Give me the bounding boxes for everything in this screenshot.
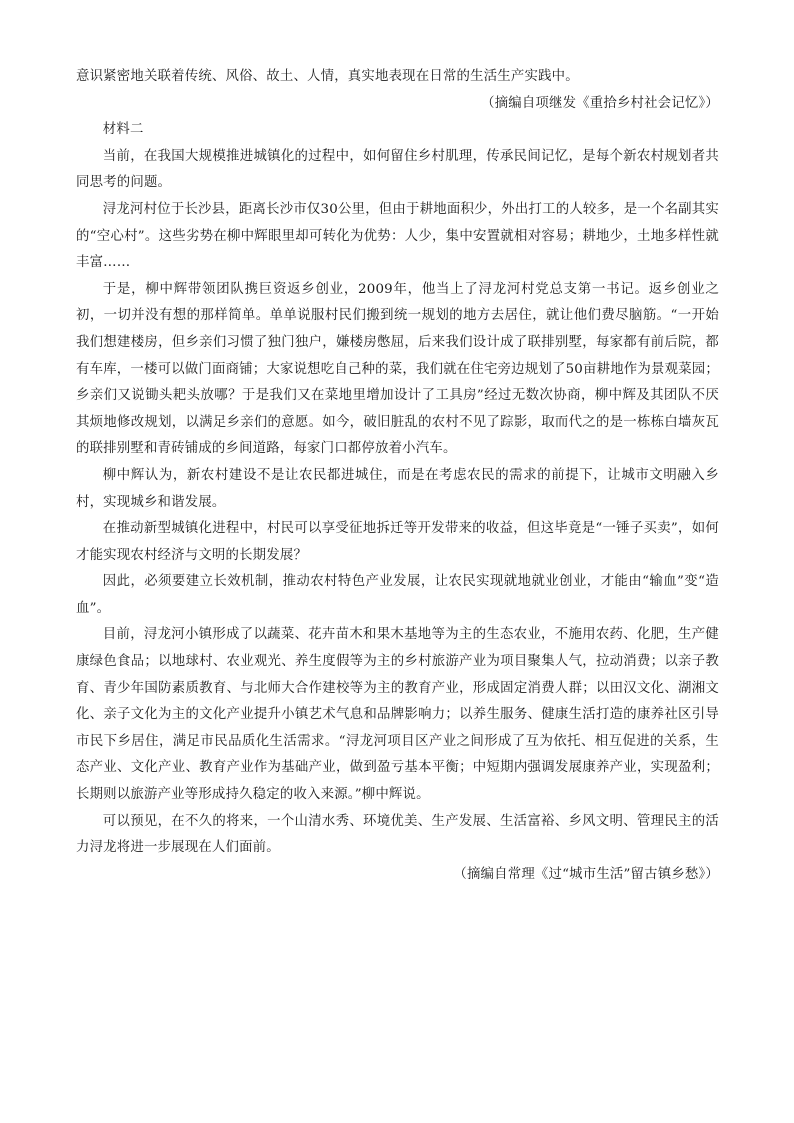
material-heading: 材料二 xyxy=(102,122,144,138)
source-citation-1: （摘编自项继发《重拾乡村社会记忆》） xyxy=(481,95,719,111)
paragraph-future: 可以预见，在不久的将来，一个山清水秀、环境优美、生产发展、生活富裕、乡风文明、管理民主的活力浔龙将进一步展现在人们面前。 xyxy=(76,813,719,856)
paragraph-industries: 目前，浔龙河小镇形成了以蔬菜、花卉苗木和果木基地等为主的生态农业，不施用农药、化肥，生产健康绿色食品；以地球村、农业观光、养生度假等为主的乡村旅游产业为项目聚集人气，拉动消费；以亲子教育、青少年国防素质教育、与北师大合作建校等为主的教育产业，形成固定消费人群；以田汉文化、湖湘文化、亲子文化为主的文化产业提升小镇艺术气息和品牌影响力；以养生服务、健康生活打造的康养社区引导市民下乡居住，满足市民品质化生活需求。“浔龙河项目区产业之间形成了互为依托、相互促进的关系，生态产业、文化产业、教育产业作为基础产业，做到盈亏基本平衡；中短期内强调发展康养产业，实现盈利；长期则以旅游产业等形成持久稳定的收入来源。”柳中辉说。 xyxy=(76,627,719,803)
paragraph-village: 浔龙河村位于长沙县，距离长沙市仅30公里，但由于耕地面积少，外出打工的人较多，是一个名副其实的“空心村”。这些劣势在柳中辉眼里却可转化为优势：人少，集中安置就相对容易；耕地少，土地多样性就丰富…… xyxy=(76,201,719,271)
paragraph-question: 在推动新型城镇化进程中，村民可以享受征地拆迁等开发带来的收益，但这毕竟是“一锤子买卖”，如何才能实现农村经济与文明的长期发展？ xyxy=(76,521,719,563)
paragraph-continuation: 意识紧密地关联着传统、风俗、故土、人情，真实地表现在日常的生活生产实践中。 xyxy=(76,69,579,84)
document-page xyxy=(76,64,719,888)
source-citation-2: （摘编自常理《过“城市生活”留古镇乡愁》） xyxy=(453,866,719,882)
paragraph-return-home: 于是，柳中辉带领团队携巨资返乡创业，2009年，他当上了浔龙河村党总支第一书记。返乡创业之初，一切并没有想的那样简单。单单说服村民们搬到统一规划的地方去居住，就让他们费尽脑筋。“一开始我们想建楼房，但乡亲们习惯了独门独户，嫌楼房憋屈，后来我们设计成了联排别墅，每家都有前后院，都有车库，一楼可以做门面商铺；大家说想吃自己种的菜，我们就在住宅旁边规划了50亩耕地作为景观菜园；乡亲们又说锄头耙头放哪？于是我们又在菜地里增加设计了工具房”经过无数次协商，柳中辉及其团队不厌其烦地修改规划，以满足乡亲们的意愿。如今，破旧脏乱的农村不见了踪影，取而代之的是一栋栋白墙灰瓦的联排别墅和青砖铺成的乡间道路，每家门口都停放着小汽车。 xyxy=(76,281,719,457)
paragraph-intro: 当前，在我国大规模推进城镇化的过程中，如何留住乡村肌理，传承民间记忆，是每个新农村规划者共同思考的问题。 xyxy=(76,148,719,191)
paragraph-mechanism: 因此，必须要建立长效机制，推动农村特色产业发展，让农民实现就地就业创业，才能由“输血”变“造血”。 xyxy=(76,574,719,616)
paragraph-opinion: 柳中辉认为，新农村建设不是让农民都进城住，而是在考虑农民的需求的前提下，让城市文明融入乡村，实现城乡和谐发展。 xyxy=(76,467,719,510)
